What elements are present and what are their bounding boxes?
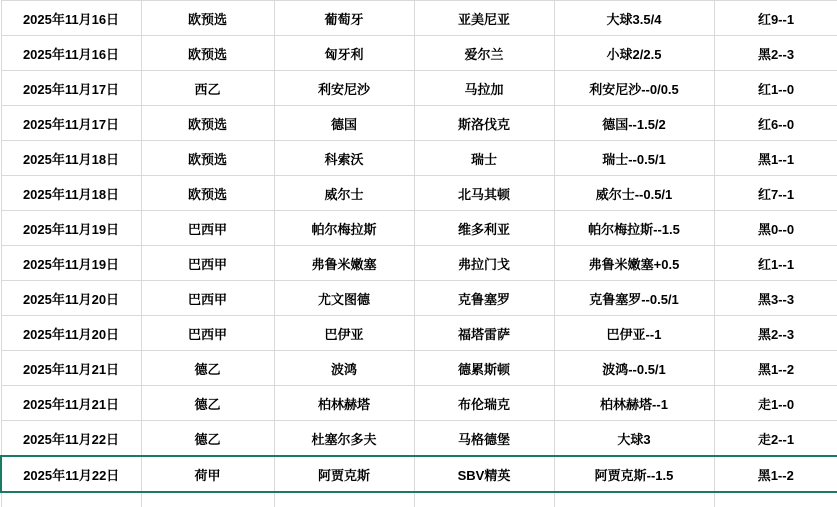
cell-result: 黑0--0 bbox=[714, 211, 837, 246]
cell-recommendation: 阿贾克斯--1.5 bbox=[554, 456, 714, 492]
table-row[interactable] bbox=[1, 36, 837, 71]
cell-result: 黑1--2 bbox=[714, 456, 837, 492]
cell-result: 黑1--1 bbox=[714, 141, 837, 176]
cell-home-team: 德国 bbox=[274, 106, 414, 141]
cell-empty bbox=[414, 492, 554, 507]
cell-home-team: 威尔士 bbox=[274, 176, 414, 211]
table-row[interactable] bbox=[1, 386, 837, 421]
cell-home-team: 利安尼沙 bbox=[274, 71, 414, 106]
cell-league: 德乙 bbox=[141, 421, 274, 457]
cell-away-team: 布伦瑞克 bbox=[414, 386, 554, 421]
cell-away-team: 爱尔兰 bbox=[414, 36, 554, 71]
table-row[interactable] bbox=[1, 246, 837, 281]
cell-empty bbox=[1, 492, 141, 507]
cell-date: 2025年11月22日 bbox=[1, 456, 141, 492]
cell-date: 2025年11月16日 bbox=[1, 36, 141, 71]
cell-result: 走1--0 bbox=[714, 386, 837, 421]
cell-empty bbox=[554, 492, 714, 507]
table-row[interactable] bbox=[1, 421, 837, 457]
cell-league: 西乙 bbox=[141, 71, 274, 106]
cell-league: 德乙 bbox=[141, 351, 274, 386]
cell-league: 巴西甲 bbox=[141, 211, 274, 246]
cell-result: 红1--1 bbox=[714, 246, 837, 281]
cell-league: 欧预选 bbox=[141, 176, 274, 211]
table-row[interactable] bbox=[1, 106, 837, 141]
table-body bbox=[1, 1, 837, 507]
cell-date: 2025年11月18日 bbox=[1, 141, 141, 176]
cell-home-team: 弗鲁米嫩塞 bbox=[274, 246, 414, 281]
cell-recommendation: 利安尼沙--0/0.5 bbox=[554, 71, 714, 106]
cell-league: 欧预选 bbox=[141, 1, 274, 36]
cell-away-team: 斯洛伐克 bbox=[414, 106, 554, 141]
cell-away-team: 北马其顿 bbox=[414, 176, 554, 211]
cell-recommendation: 大球3 bbox=[554, 421, 714, 457]
cell-home-team: 巴伊亚 bbox=[274, 316, 414, 351]
table-row[interactable] bbox=[1, 211, 837, 246]
cell-home-team: 科索沃 bbox=[274, 141, 414, 176]
cell-home-team: 尤文图德 bbox=[274, 281, 414, 316]
cell-result: 黑1--2 bbox=[714, 351, 837, 386]
cell-date: 2025年11月21日 bbox=[1, 386, 141, 421]
cell-away-team: SBV精英 bbox=[414, 456, 554, 492]
cell-date: 2025年11月17日 bbox=[1, 71, 141, 106]
cell-league: 德乙 bbox=[141, 386, 274, 421]
cell-result: 红1--0 bbox=[714, 71, 837, 106]
cell-result: 黑2--3 bbox=[714, 316, 837, 351]
cell-recommendation: 帕尔梅拉斯--1.5 bbox=[554, 211, 714, 246]
table-row[interactable] bbox=[1, 316, 837, 351]
table-row[interactable] bbox=[1, 71, 837, 106]
cell-empty bbox=[274, 492, 414, 507]
cell-date: 2025年11月19日 bbox=[1, 246, 141, 281]
cell-result: 红6--0 bbox=[714, 106, 837, 141]
cell-away-team: 瑞士 bbox=[414, 141, 554, 176]
cell-home-team: 葡萄牙 bbox=[274, 1, 414, 36]
cell-date: 2025年11月19日 bbox=[1, 211, 141, 246]
table-row[interactable] bbox=[1, 176, 837, 211]
cell-recommendation: 弗鲁米嫩塞+0.5 bbox=[554, 246, 714, 281]
cell-away-team: 德累斯顿 bbox=[414, 351, 554, 386]
cell-away-team: 克鲁塞罗 bbox=[414, 281, 554, 316]
cell-league: 荷甲 bbox=[141, 456, 274, 492]
cell-recommendation: 巴伊亚--1 bbox=[554, 316, 714, 351]
cell-date: 2025年11月21日 bbox=[1, 351, 141, 386]
cell-home-team: 阿贾克斯 bbox=[274, 456, 414, 492]
cell-recommendation: 威尔士--0.5/1 bbox=[554, 176, 714, 211]
cell-date: 2025年11月18日 bbox=[1, 176, 141, 211]
table-row[interactable] bbox=[1, 351, 837, 386]
cell-away-team: 亚美尼亚 bbox=[414, 1, 554, 36]
cell-recommendation: 大球3.5/4 bbox=[554, 1, 714, 36]
cell-away-team: 弗拉门戈 bbox=[414, 246, 554, 281]
cell-date: 2025年11月20日 bbox=[1, 281, 141, 316]
cell-date: 2025年11月22日 bbox=[1, 421, 141, 457]
cell-home-team: 柏林赫塔 bbox=[274, 386, 414, 421]
cell-home-team: 匈牙利 bbox=[274, 36, 414, 71]
cell-league: 巴西甲 bbox=[141, 316, 274, 351]
cell-result: 红7--1 bbox=[714, 176, 837, 211]
cell-date: 2025年11月20日 bbox=[1, 316, 141, 351]
cell-date: 2025年11月17日 bbox=[1, 106, 141, 141]
cell-empty bbox=[141, 492, 274, 507]
cell-date: 2025年11月16日 bbox=[1, 1, 141, 36]
cell-recommendation: 德国--1.5/2 bbox=[554, 106, 714, 141]
table-row[interactable] bbox=[1, 281, 837, 316]
cell-result: 红9--1 bbox=[714, 1, 837, 36]
table-row[interactable] bbox=[1, 141, 837, 176]
table-row-selected[interactable] bbox=[1, 456, 837, 492]
cell-recommendation: 克鲁塞罗--0.5/1 bbox=[554, 281, 714, 316]
cell-league: 欧预选 bbox=[141, 141, 274, 176]
table-row[interactable] bbox=[1, 1, 837, 36]
cell-recommendation: 柏林赫塔--1 bbox=[554, 386, 714, 421]
cell-league: 欧预选 bbox=[141, 106, 274, 141]
cell-league: 巴西甲 bbox=[141, 281, 274, 316]
cell-away-team: 福塔雷萨 bbox=[414, 316, 554, 351]
cell-empty bbox=[714, 492, 837, 507]
cell-away-team: 马格德堡 bbox=[414, 421, 554, 457]
cell-league: 欧预选 bbox=[141, 36, 274, 71]
cell-league: 巴西甲 bbox=[141, 246, 274, 281]
cell-recommendation: 波鸿--0.5/1 bbox=[554, 351, 714, 386]
cell-away-team: 马拉加 bbox=[414, 71, 554, 106]
cell-result: 黑3--3 bbox=[714, 281, 837, 316]
cell-recommendation: 瑞士--0.5/1 bbox=[554, 141, 714, 176]
cell-recommendation: 小球2/2.5 bbox=[554, 36, 714, 71]
cell-home-team: 杜塞尔多夫 bbox=[274, 421, 414, 457]
table-row-partial[interactable] bbox=[1, 492, 837, 507]
cell-result: 黑2--3 bbox=[714, 36, 837, 71]
cell-away-team: 维多利亚 bbox=[414, 211, 554, 246]
cell-result: 走2--1 bbox=[714, 421, 837, 457]
cell-home-team: 波鸿 bbox=[274, 351, 414, 386]
cell-home-team: 帕尔梅拉斯 bbox=[274, 211, 414, 246]
